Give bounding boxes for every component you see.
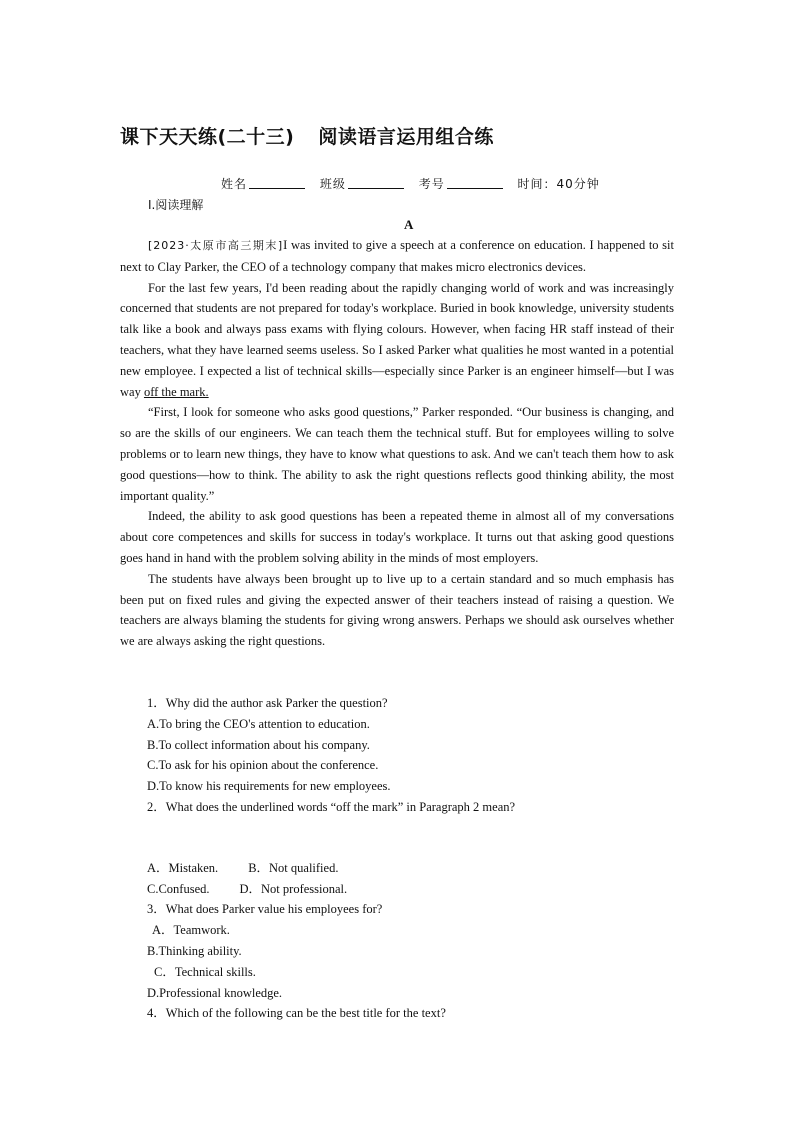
paragraph-2-text: For the last few years, I'd been reading about the rapidly changing world of work and was increasingly concerned that students are not prepared for today's workplace. Buried in book knowledge, university students talk like a book and always pass exams with flying colours. However, when facing HR staff instead of their teachers, what they have learned seems useless. So I asked Parker what qualities he most wanted in a potential new employee. I expected a list of technical skills—especially since Parker is an engineer himself—but I was way: [120, 280, 674, 399]
question-2-option-b: B．Not qualified.: [248, 860, 339, 875]
question-2-stem: 2．What does the underlined words “off the mark” in Paragraph 2 mean?: [147, 799, 516, 814]
question-3-option-a: A．Teamwork.: [152, 923, 230, 938]
question-3-stem: 3．What does Parker value his employees for?: [147, 902, 383, 917]
paragraph-1: [120, 235, 674, 278]
underlined-phrase: off the mark.: [143, 384, 209, 399]
answer-space: [147, 818, 687, 858]
time-label: 时间：40分钟: [517, 177, 600, 191]
question-2-option-c: C.Confused.: [147, 881, 210, 896]
source-citation: [2023·太原市高三期末]: [148, 239, 284, 252]
paragraph-1-text: I was invited to give a speech at a conference on education. I happened to sit next to Clay Parker, the CEO of a technology company that makes micro electronics devices.: [120, 238, 674, 274]
title-part2: 阅读语言运用组合练: [318, 126, 494, 148]
name-label: 姓名: [221, 177, 248, 191]
question-1-option-d: D.To know his requirements for new employees.: [147, 779, 391, 794]
class-field: [320, 177, 404, 191]
questions-list: [147, 693, 687, 1024]
page-title: [120, 122, 494, 149]
class-label: 班级: [319, 177, 346, 191]
question-4-stem: 4．Which of the following can be the best title for the text?: [147, 1006, 446, 1021]
name-blank: [249, 176, 305, 189]
paragraph-4: Indeed, the ability to ask good questions has been a repeated theme in almost all of my conversations about core competences and skills for success in today's workplace. It turns out that asking good questions goes hand in hand with the problem solving ability in the minds of most employers.: [120, 509, 674, 565]
question-3-option-c: C．Technical skills.: [154, 964, 256, 979]
question-2-options-row-1: [147, 858, 687, 879]
question-1-option-c: C.To ask for his opinion about the conference.: [147, 758, 379, 773]
question-3-option-d: D.Professional knowledge.: [147, 985, 283, 1000]
title-part1: 课下天天练(二十三): [120, 126, 295, 148]
passage-letter: A: [404, 217, 414, 232]
question-3-option-b: B.Thinking ability.: [147, 943, 242, 958]
section-label: Ⅰ.阅读理解: [148, 198, 204, 212]
question-1-option-a: A.To bring the CEO's attention to education.: [147, 716, 370, 731]
class-blank: [348, 176, 404, 189]
reading-passage: [120, 235, 674, 652]
number-field: [419, 177, 503, 191]
number-blank: [447, 176, 503, 189]
question-2-option-d: D．Not professional.: [239, 881, 348, 896]
paragraph-2: [120, 278, 674, 403]
paragraph-3: “First, I look for someone who asks good questions,” Parker responded. “Our business is changing, and so are the skills of our engineers. We can teach them the technical stuff. But for employees willing to solve problems or to learn new things, they have to know what questions to ask. And we can't teach them how to ask good questions—how to think. The ability to ask the right questions reflects good thinking ability, the most important quality.”: [120, 405, 674, 503]
name-field: [221, 177, 305, 191]
question-2-options-row-2: [147, 879, 687, 900]
question-1-stem: 1．Why did the author ask Parker the question?: [147, 696, 388, 710]
question-1-option-b: B.To collect information about his company.: [147, 737, 370, 752]
question-2-option-a: A．Mistaken.: [147, 860, 219, 875]
number-label: 考号: [418, 177, 445, 191]
student-info-line: [221, 175, 600, 192]
paragraph-5: The students have always been brought up to live up to a certain standard and so much emphasis has been put on fixed rules and giving the expected answer of their teachers instead of raising a question. We teachers are always blaming the students for giving wrong answers. Perhaps we should ask ourselves whether we are always asking the right questions.: [120, 571, 674, 649]
